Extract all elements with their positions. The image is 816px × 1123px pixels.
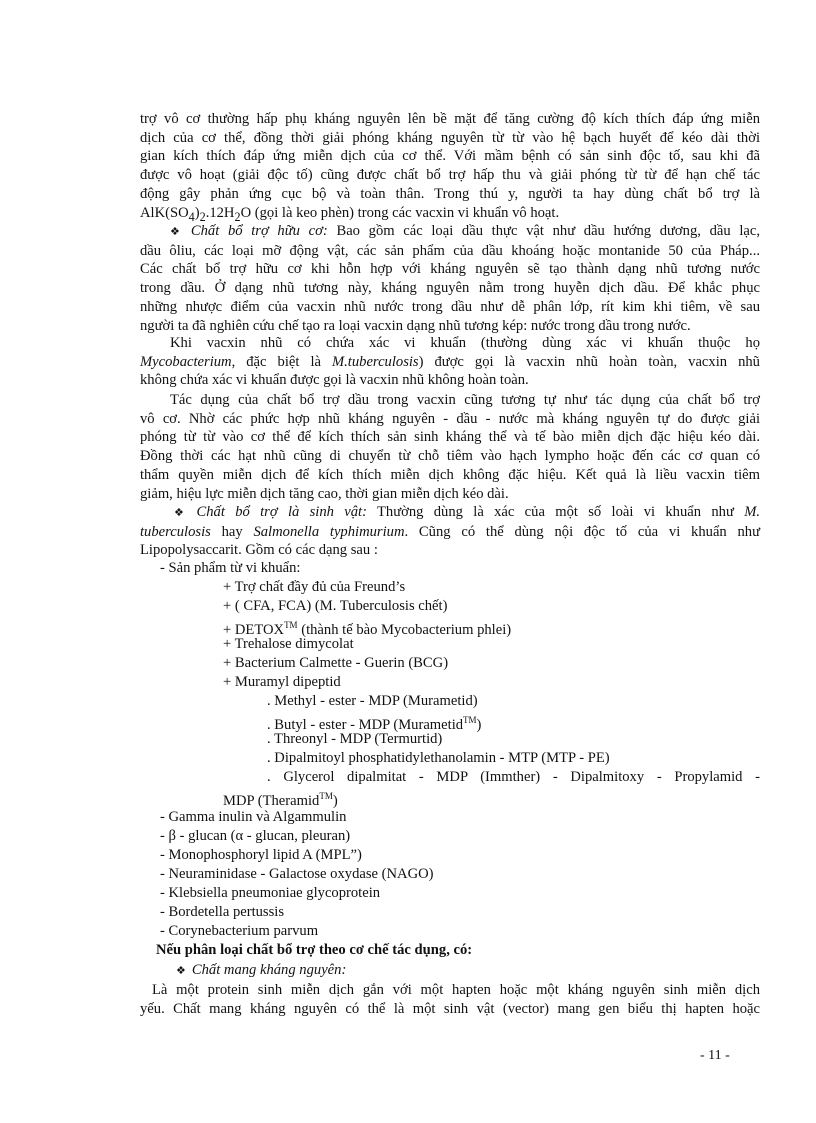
dash-list-item: - β - glucan (α - glucan, pleuran) xyxy=(160,828,351,844)
text-line xyxy=(140,353,760,372)
section-label: Chất bổ trợ là sinh vật: xyxy=(196,504,367,520)
dash-list-item: - Gamma inulin và Algammulin xyxy=(160,809,347,825)
text-run: , đặc biệt là xyxy=(231,353,332,370)
section-label: Chất bổ trợ hữu cơ: xyxy=(190,223,328,239)
text-line: không chứa xác vi khuẩn được gọi là vacxin nhũ không hoàn toàn. xyxy=(140,372,529,389)
formula-subscript: 4 xyxy=(188,209,195,224)
text-run: . Butyl - ester - MDP (Murametid xyxy=(267,716,464,733)
text-line: những nhược điểm của vacxin nhũ nước trong dầu như dễ phân lớp, rít kim khi tiêm, về sau xyxy=(140,298,760,315)
text-line: Lipopolysaccarit. Gồm có các dạng sau : xyxy=(140,542,378,559)
italic-term: Mycobacterium xyxy=(140,353,232,370)
text-line: gian kích thích đáp ứng miễn dịch của cơ thể. Với mầm bệnh có sản sinh độc tố, sau khi đã xyxy=(140,148,760,165)
formula-part: .12H xyxy=(205,204,235,221)
list-item: + Trợ chất đầy đủ của Freund’s xyxy=(223,579,406,595)
paragraph-biological-adjuvant xyxy=(140,503,760,560)
dash-list-item: - Bordetella pertussis xyxy=(160,904,285,920)
text-run: Bao gồm các loại dầu thực vật như dầu hướng dương, dầu lạc, xyxy=(327,223,760,239)
sub-list-item-glycerol: . Glycerol dipalmitat - MDP (Immther) - Dipalmitoxy - Propylamid - xyxy=(267,769,760,785)
diamond-bullet-icon: ❖ xyxy=(176,964,186,977)
italic-term: tuberculosis xyxy=(140,523,211,540)
text-line: người ta đã nghiên cứu chế tạo ra loại vacxin dạng nhũ tương kép: nước trong dầu trong nước. xyxy=(140,317,691,334)
text-line: Tác dụng của chất bổ trợ dầu trong vacxin cũng tương tự như tác dụng của chất bổ trợ xyxy=(170,392,760,408)
section-heading: Nếu phân loại chất bổ trợ theo cơ chế tác dụng, có: xyxy=(156,942,473,958)
formula-part: ) xyxy=(194,204,200,221)
text-line xyxy=(140,523,760,542)
text-line: yếu. Chất mang kháng nguyên có thể là một sinh vật (vector) mang gen biểu thị hapten hoặc xyxy=(140,1000,760,1017)
formula-part: O (gọi là keo phèn) trong các vacxin vi khuẩn vô hoạt. xyxy=(240,204,560,221)
paragraph-oil-adjuvant-effect xyxy=(140,391,760,503)
formula-part: AlK(SO xyxy=(140,204,189,221)
text-line: dịch của cơ thể, đồng thời giải phóng kháng nguyên từ từ vào hệ bạch huyết để kéo dài thời xyxy=(140,129,760,146)
sub-list-item: . Threonyl - MDP (Termurtid) xyxy=(267,731,443,747)
dash-list-item: - Monophosphoryl lipid A (MPL”) xyxy=(160,847,362,863)
text-run: MDP (Theramid xyxy=(223,792,320,809)
text-line: Các chất bổ trợ hữu cơ khi hỗn hợp với kháng nguyên sẽ tạo thành dạng nhũ tương nước xyxy=(140,261,760,278)
formula-subscript: 2 xyxy=(199,209,206,224)
text-line: phóng từ từ vào cơ thể để kích thích sản sinh kháng thể và tế bào miễn dịch đặc hiệu kéo dài. xyxy=(140,429,760,446)
text-run: ) xyxy=(332,792,338,809)
text-run: ) xyxy=(476,716,482,733)
text-line: giảm, hiệu lực miễn dịch tăng cao, thời gian miễn dịch kéo dài. xyxy=(140,485,509,502)
italic-term: M. xyxy=(744,504,760,520)
text-line: động gây phản ứng cục bộ và toàn thân. Trong thú y, người ta hay dùng chất bổ trợ là xyxy=(140,185,760,202)
text-run: (thành tế bào Mycobacterium phlei) xyxy=(297,621,512,638)
italic-term: M.tuberculosis xyxy=(332,353,419,370)
dash-list-item: - Klebsiella pneumoniae glycoprotein xyxy=(160,885,381,901)
text-run: ) được gọi là vacxin nhũ hoàn toàn, vacxin nhũ xyxy=(418,353,760,370)
text-line: trong dầu. Ở dạng nhũ tương này, kháng nguyên nằm trong huyễn dịch dầu. Để khắc phục xyxy=(140,280,760,297)
italic-term: Salmonella typhimurium xyxy=(253,523,405,540)
sub-list-item: . Methyl - ester - MDP (Murametid) xyxy=(267,693,478,709)
text-line: được vô hoạt (giải độc tố) cũng được chất bổ trợ hấp thu và giải phóng từ từ để hạn chế tác xyxy=(140,167,760,184)
trademark-superscript: TM xyxy=(463,715,477,725)
text-line: thẩm quyền miễn dịch để kích thích miễn dịch không đặc hiệu. Kết quả là liều vacxin tiêm xyxy=(140,466,760,483)
text-run: hay xyxy=(210,523,254,540)
paragraph-inorganic-adjuvant xyxy=(140,110,760,226)
diamond-bullet-icon: ❖ xyxy=(174,506,191,519)
paragraph-organic-adjuvant xyxy=(140,222,760,335)
sub-list-item: . Dipalmitoyl phosphatidylethanolamin - MTP (MTP - PE) xyxy=(267,750,610,766)
list-item: + Bacterium Calmette - Guerin (BCG) xyxy=(223,655,449,671)
list-item: + ( CFA, FCA) (M. Tuberculosis chết) xyxy=(223,598,448,614)
list-heading: - Sản phẩm từ vi khuẩn: xyxy=(160,560,301,576)
formula-subscript: 2 xyxy=(234,209,241,224)
text-line xyxy=(140,222,760,242)
text-line: Đồng thời các hạt nhũ cũng di chuyển từ chỗ tiêm vào hạch lympho hoặc đến các cơ quan có xyxy=(140,448,760,465)
list-item: + Muramyl dipeptid xyxy=(223,674,341,690)
list-item: + Trehalose dimycolat xyxy=(223,636,354,652)
text-line xyxy=(140,503,760,523)
paragraph-carrier xyxy=(140,981,760,1018)
carrier-subheading xyxy=(176,961,346,981)
trademark-superscript: TM xyxy=(319,791,333,801)
text-line: dầu ôliu, các loại mỡ động vật, các sản phẩm của dầu khoáng hoặc montanide 50 của Pháp... xyxy=(140,242,760,259)
page-number: - 11 - xyxy=(700,1048,730,1063)
text-line: Là một protein sinh miễn dịch gắn với một hapten hoặc một kháng nguyên sinh miễn dịch xyxy=(152,982,760,998)
text-line: Khi vacxin nhũ có chứa xác vi khuẩn (thường dùng xác vi khuẩn thuộc họ xyxy=(170,335,760,351)
text-line: trợ vô cơ thường hấp phụ kháng nguyên lên bề mặt để tăng cường độ kích thích đáp ứng miễn xyxy=(140,111,760,127)
section-label: Chất mang kháng nguyên: xyxy=(191,962,347,978)
dash-list-item: - Neuraminidase - Galactose oxydase (NAGO) xyxy=(160,866,434,882)
text-line: vô cơ. Nhờ các phức hợp nhũ kháng nguyên - dầu - nước mà kháng nguyên tự do được giải xyxy=(140,410,760,427)
diamond-bullet-icon: ❖ xyxy=(170,225,185,238)
text-run: Thường dùng là xác của một số loài vi khuẩn như xyxy=(366,504,745,520)
paragraph-emulsion-vaccine xyxy=(140,334,760,390)
text-run: . Cũng có thể dùng nội độc tố của vi khuẩn như xyxy=(404,523,760,540)
trademark-superscript: TM xyxy=(284,620,298,630)
dash-list-item: - Corynebacterium parvum xyxy=(160,923,319,939)
text-run: + DETOX xyxy=(223,621,285,638)
